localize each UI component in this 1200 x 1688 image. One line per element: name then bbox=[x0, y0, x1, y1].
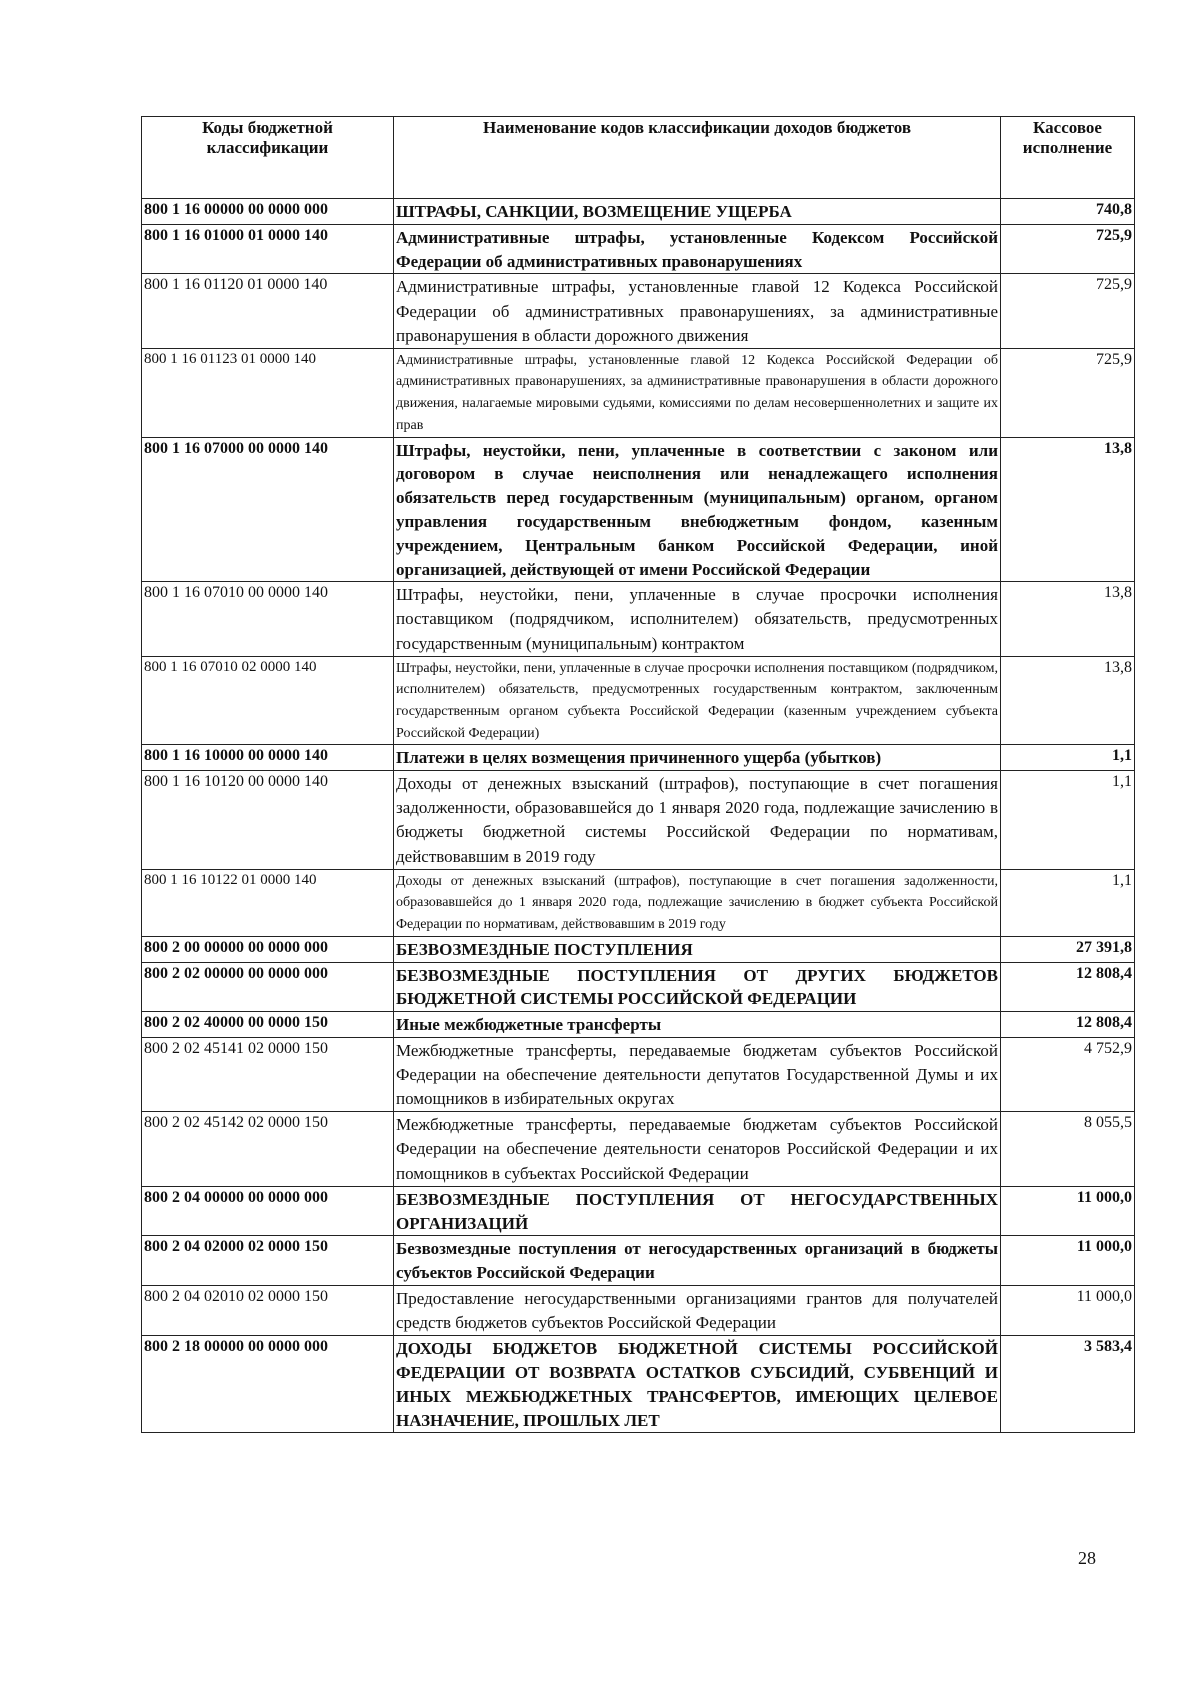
row-name: Доходы от денежных взысканий (штрафов), поступающие в счет погашения задолженности, образовавшейся до 1 января 2020 года, подлежащие зачислению в бюджеты бюджетной системы Российской Федерации по нормативам, действовавшим в 2019 году bbox=[394, 771, 1001, 870]
row-name: Штрафы, неустойки, пени, уплаченные в случае просрочки исполнения поставщиком (подрядчиком, исполнителем) обязательств, предусмотренных государственным (муниципальным) контрактом bbox=[394, 582, 1001, 656]
header-code: Коды бюджетной классификации bbox=[142, 117, 394, 199]
row-amount: 725,9 bbox=[1001, 224, 1135, 274]
table-row bbox=[142, 1336, 1135, 1433]
row-name: Административные штрафы, установленные главой 12 Кодекса Российской Федерации об административных правонарушениях, за административные правонарушения в области дорожного движения bbox=[394, 274, 1001, 348]
table-row bbox=[142, 1037, 1135, 1111]
row-amount: 13,8 bbox=[1001, 437, 1135, 582]
row-code: 800 2 02 45142 02 0000 150 bbox=[142, 1112, 394, 1186]
table-row bbox=[142, 771, 1135, 870]
header-name: Наименование кодов классификации доходов бюджетов bbox=[394, 117, 1001, 199]
row-amount: 4 752,9 bbox=[1001, 1037, 1135, 1111]
row-name: Иные межбюджетные трансферты bbox=[394, 1012, 1001, 1038]
row-amount: 13,8 bbox=[1001, 582, 1135, 656]
row-code: 800 1 16 07010 00 0000 140 bbox=[142, 582, 394, 656]
row-code: 800 2 00 00000 00 0000 000 bbox=[142, 936, 394, 962]
row-amount: 740,8 bbox=[1001, 199, 1135, 225]
table-row bbox=[142, 745, 1135, 771]
table-row bbox=[142, 348, 1135, 437]
row-code: 800 1 16 00000 00 0000 000 bbox=[142, 199, 394, 225]
table-row bbox=[142, 936, 1135, 962]
row-code: 800 1 16 10120 00 0000 140 bbox=[142, 771, 394, 870]
row-amount: 3 583,4 bbox=[1001, 1336, 1135, 1433]
table-row bbox=[142, 869, 1135, 936]
row-code: 800 2 04 02000 02 0000 150 bbox=[142, 1236, 394, 1286]
header-amount: Кассовое исполнение bbox=[1001, 117, 1135, 199]
row-code: 800 1 16 10122 01 0000 140 bbox=[142, 869, 394, 936]
row-amount: 1,1 bbox=[1001, 869, 1135, 936]
row-code: 800 1 16 01123 01 0000 140 bbox=[142, 348, 394, 437]
row-code: 800 1 16 01120 01 0000 140 bbox=[142, 274, 394, 348]
row-amount: 12 808,4 bbox=[1001, 1012, 1135, 1038]
row-name: Административные штрафы, установленные главой 12 Кодекса Российской Федерации об административных правонарушениях, за административные правонарушения в области дорожного движения, налагаемые мировыми судьями, комиссиями по делам несовершеннолетних и защите их прав bbox=[394, 348, 1001, 437]
row-code: 800 2 18 00000 00 0000 000 bbox=[142, 1336, 394, 1433]
table-row bbox=[142, 224, 1135, 274]
row-name: БЕЗВОЗМЕЗДНЫЕ ПОСТУПЛЕНИЯ bbox=[394, 936, 1001, 962]
row-code: 800 1 16 07010 02 0000 140 bbox=[142, 656, 394, 745]
table-row bbox=[142, 199, 1135, 225]
row-amount: 11 000,0 bbox=[1001, 1186, 1135, 1236]
table-row bbox=[142, 1012, 1135, 1038]
table-row bbox=[142, 656, 1135, 745]
row-amount: 725,9 bbox=[1001, 348, 1135, 437]
row-amount: 1,1 bbox=[1001, 771, 1135, 870]
table-row bbox=[142, 582, 1135, 656]
row-code: 800 1 16 01000 01 0000 140 bbox=[142, 224, 394, 274]
table-header-row bbox=[142, 117, 1135, 199]
row-name: БЕЗВОЗМЕЗДНЫЕ ПОСТУПЛЕНИЯ ОТ ДРУГИХ БЮДЖЕТОВ БЮДЖЕТНОЙ СИСТЕМЫ РОССИЙСКОЙ ФЕДЕРАЦИИ bbox=[394, 962, 1001, 1012]
row-amount: 12 808,4 bbox=[1001, 962, 1135, 1012]
row-name: Межбюджетные трансферты, передаваемые бюджетам субъектов Российской Федерации на обеспечение деятельности депутатов Государственной Думы и их помощников в избирательных округах bbox=[394, 1037, 1001, 1111]
row-name: Штрафы, неустойки, пени, уплаченные в соответствии с законом или договором в случае неисполнения или ненадлежащего исполнения обязательств перед государственным (муниципальным) органом, органом управления государственным внебюджетным фондом, казенным учреждением, Центральным банком Российской Федерации, иной организацией, действующей от имени Российской Федерации bbox=[394, 437, 1001, 582]
row-amount: 725,9 bbox=[1001, 274, 1135, 348]
row-amount: 11 000,0 bbox=[1001, 1285, 1135, 1335]
row-amount: 13,8 bbox=[1001, 656, 1135, 745]
row-amount: 11 000,0 bbox=[1001, 1236, 1135, 1286]
row-amount: 1,1 bbox=[1001, 745, 1135, 771]
table-row bbox=[142, 1236, 1135, 1286]
row-code: 800 2 04 00000 00 0000 000 bbox=[142, 1186, 394, 1236]
table-row bbox=[142, 437, 1135, 582]
revenue-table bbox=[141, 116, 1135, 1433]
row-name: Доходы от денежных взысканий (штрафов), поступающие в счет погашения задолженности, образовавшейся до 1 января 2020 года, подлежащие зачислению в бюджет субъекта Российской Федерации по нормативам, действовавшим в 2019 году bbox=[394, 869, 1001, 936]
row-code: 800 1 16 07000 00 0000 140 bbox=[142, 437, 394, 582]
row-name: ДОХОДЫ БЮДЖЕТОВ БЮДЖЕТНОЙ СИСТЕМЫ РОССИЙСКОЙ ФЕДЕРАЦИИ ОТ ВОЗВРАТА ОСТАТКОВ СУБСИДИЙ, СУБВЕНЦИЙ И ИНЫХ МЕЖБЮДЖЕТНЫХ ТРАНСФЕРТОВ, ИМЕЮЩИХ ЦЕЛЕВОЕ НАЗНАЧЕНИЕ, ПРОШЛЫХ ЛЕТ bbox=[394, 1336, 1001, 1433]
table-row bbox=[142, 274, 1135, 348]
row-code: 800 2 02 45141 02 0000 150 bbox=[142, 1037, 394, 1111]
row-code: 800 2 04 02010 02 0000 150 bbox=[142, 1285, 394, 1335]
row-code: 800 2 02 00000 00 0000 000 bbox=[142, 962, 394, 1012]
table-row bbox=[142, 1186, 1135, 1236]
table-row bbox=[142, 1285, 1135, 1335]
page-number: 28 bbox=[1078, 1548, 1096, 1568]
row-code: 800 2 02 40000 00 0000 150 bbox=[142, 1012, 394, 1038]
row-name: Платежи в целях возмещения причиненного ущерба (убытков) bbox=[394, 745, 1001, 771]
table-row bbox=[142, 962, 1135, 1012]
row-amount: 27 391,8 bbox=[1001, 936, 1135, 962]
row-code: 800 1 16 10000 00 0000 140 bbox=[142, 745, 394, 771]
table-row bbox=[142, 1112, 1135, 1186]
row-amount: 8 055,5 bbox=[1001, 1112, 1135, 1186]
row-name: Межбюджетные трансферты, передаваемые бюджетам субъектов Российской Федерации на обеспечение деятельности сенаторов Российской Федерации и их помощников в субъектах Российской Федерации bbox=[394, 1112, 1001, 1186]
row-name: БЕЗВОЗМЕЗДНЫЕ ПОСТУПЛЕНИЯ ОТ НЕГОСУДАРСТВЕННЫХ ОРГАНИЗАЦИЙ bbox=[394, 1186, 1001, 1236]
row-name: Предоставление негосударственными организациями грантов для получателей средств бюджетов субъектов Российской Федерации bbox=[394, 1285, 1001, 1335]
row-name: ШТРАФЫ, САНКЦИИ, ВОЗМЕЩЕНИЕ УЩЕРБА bbox=[394, 199, 1001, 225]
row-name: Безвозмездные поступления от негосударственных организаций в бюджеты субъектов Российской Федерации bbox=[394, 1236, 1001, 1286]
row-name: Административные штрафы, установленные Кодексом Российской Федерации об административных правонарушениях bbox=[394, 224, 1001, 274]
row-name: Штрафы, неустойки, пени, уплаченные в случае просрочки исполнения поставщиком (подрядчиком, исполнителем) обязательств, предусмотренных государственным контрактом, заключенным государственным органом субъекта Российской Федерации (казенным учреждением субъекта Российской Федерации) bbox=[394, 656, 1001, 745]
